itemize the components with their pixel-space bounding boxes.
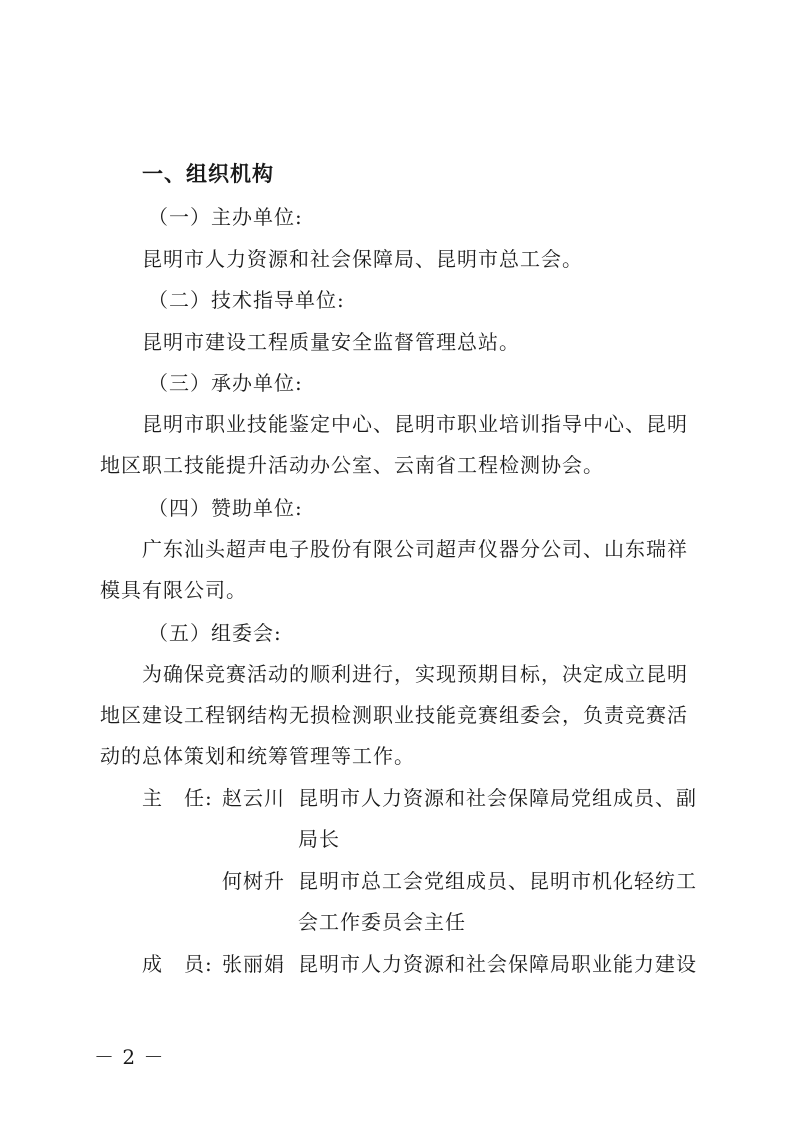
director-label: 主 任:: [142, 786, 213, 810]
section3-title: （三）承办单位:: [148, 371, 303, 395]
section4-title: （四）赞助单位:: [148, 496, 303, 520]
section-heading: 一、组织机构: [142, 162, 274, 186]
section5-body-line1: 为确保竞赛活动的顺利进行，实现预期目标，决定成立昆明: [142, 662, 688, 686]
director-person2-role-line1: 昆明市总工会党组成员、昆明市机化轻纺工: [298, 869, 697, 893]
section4-body-line1: 广东汕头超声电子股份有限公司超声仪器分公司、山东瑞祥: [142, 537, 688, 561]
section2-body: 昆明市建设工程质量安全监督管理总站。: [142, 330, 520, 354]
members-label: 成 员:: [142, 952, 213, 976]
section3-body-line2: 地区职工技能提升活动办公室、云南省工程检测协会。: [100, 453, 604, 477]
director-person2-name: 何树升: [222, 869, 285, 893]
section5-body-line3: 动的总体策划和统筹管理等工作。: [100, 744, 415, 768]
section1-title: （一）主办单位:: [148, 205, 303, 229]
director-person2-role-line2: 会工作委员会主任: [298, 910, 466, 934]
section1-body: 昆明市人力资源和社会保障局、昆明市总工会。: [142, 247, 583, 271]
section5-title: （五）组委会:: [148, 621, 282, 645]
director-person1-role-line1: 昆明市人力资源和社会保障局党组成员、副: [298, 786, 697, 810]
members-person1-name: 张丽娟: [222, 952, 285, 976]
director-person1-name: 赵云川: [222, 786, 285, 810]
page-number: － 2 －: [94, 1045, 165, 1069]
section2-title: （二）技术指导单位:: [148, 288, 345, 312]
members-person1-role-line1: 昆明市人力资源和社会保障局职业能力建设: [298, 952, 697, 976]
section5-body-line2: 地区建设工程钢结构无损检测职业技能竞赛组委会，负责竞赛活: [100, 703, 688, 727]
director-person1-role-line2: 局长: [298, 827, 340, 851]
section3-body-line1: 昆明市职业技能鉴定中心、昆明市职业培训指导中心、昆明: [142, 412, 688, 436]
section4-body-line2: 模具有限公司。: [100, 578, 247, 602]
